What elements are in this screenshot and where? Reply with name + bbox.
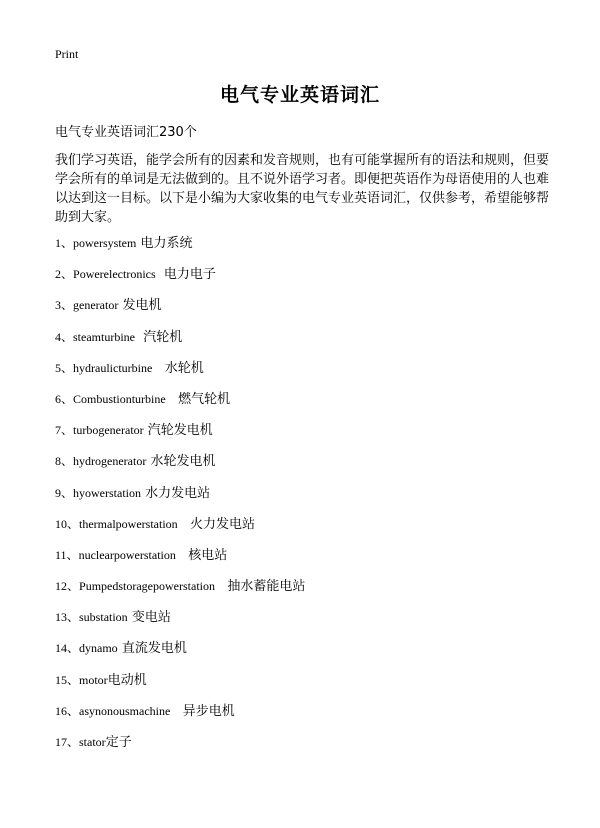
vocab-chinese: 变电站 [127, 610, 171, 626]
vocab-chinese: 直流发电机 [117, 641, 187, 657]
document-subtitle: 电气专业英语词汇230个 [55, 125, 197, 140]
vocab-english: hyowerstation [73, 485, 142, 500]
vocab-item [55, 482, 305, 513]
vocab-chinese: 电力电子 [155, 267, 216, 283]
vocab-number: 11、 [55, 547, 79, 562]
vocab-english: Combustionturbine [73, 391, 166, 406]
intro-paragraph: 我们学习英语，能学会所有的因素和发音规则，也有可能掌握所有的语法和规则，但要学会所有的单词是无法做到的。且不说外语学习者。即便把英语作为母语使用的人也难以达到这一目标。以下是小编为大家收集的电气专业英语词汇，仅供参考，希望能够帮助到大家。 [55, 153, 550, 225]
vocab-number: 7、 [55, 423, 74, 438]
vocab-chinese: 发电机 [118, 298, 162, 314]
vocab-english: turbogenerator [73, 423, 144, 438]
vocab-english: substation [79, 610, 128, 625]
vocab-number: 10、 [55, 516, 80, 531]
vocab-item [55, 731, 305, 762]
vocabulary-list [55, 232, 305, 762]
vocab-chinese: 汽轮发电机 [143, 423, 213, 439]
vocab-chinese: 电动机 [107, 672, 147, 688]
vocab-item [55, 637, 305, 668]
vocab-number: 16、 [55, 703, 80, 718]
vocab-chinese: 水轮发电机 [146, 454, 216, 470]
vocab-chinese: 异步电机 [170, 703, 235, 719]
vocab-number: 2、 [55, 267, 74, 282]
vocab-item [55, 326, 305, 357]
vocab-chinese: 水轮机 [152, 360, 204, 376]
vocab-english: stator [79, 735, 106, 749]
vocab-number: 9、 [55, 485, 74, 500]
vocab-number: 5、 [55, 360, 74, 375]
print-link[interactable]: Print [55, 47, 79, 61]
vocab-number: 17、 [55, 735, 80, 749]
vocab-item [55, 700, 305, 731]
vocab-number: 14、 [55, 641, 80, 656]
vocab-number: 12、 [55, 579, 80, 594]
vocab-number: 1、 [55, 236, 74, 250]
vocab-item [55, 513, 305, 544]
vocab-item [55, 388, 305, 419]
vocab-item [55, 669, 305, 700]
vocab-item [55, 575, 305, 606]
vocab-item [55, 450, 305, 481]
vocab-item [55, 232, 305, 263]
vocab-english: motor [79, 672, 108, 687]
vocab-number: 4、 [55, 329, 74, 344]
document-title: 电气专业英语词汇 [219, 84, 380, 106]
vocab-chinese: 电力系统 [136, 236, 193, 251]
vocab-english: asynonousmachine [79, 703, 171, 718]
vocab-number: 13、 [55, 610, 80, 625]
vocab-item [55, 419, 305, 450]
vocab-item [55, 544, 305, 575]
vocab-english: generator [73, 298, 119, 313]
vocab-chinese: 抽水蓄能电站 [215, 579, 306, 595]
vocab-english: Powerelectronics [73, 267, 156, 282]
vocab-chinese: 水力发电站 [141, 485, 211, 501]
vocab-chinese: 定子 [105, 735, 132, 750]
vocab-number: 8、 [55, 454, 74, 469]
vocab-chinese: 火力发电站 [177, 516, 256, 532]
vocab-item [55, 294, 305, 325]
vocab-english: Pumpedstoragepowerstation [79, 579, 215, 594]
vocab-number: 6、 [55, 391, 74, 406]
vocab-item [55, 606, 305, 637]
vocab-item [55, 263, 305, 294]
vocab-number: 3、 [55, 298, 74, 313]
vocab-english: dynamo [79, 641, 118, 656]
vocab-english: nuclearpowerstation [78, 547, 176, 562]
vocab-english: powersystem [73, 236, 137, 250]
vocab-english: steamturbine [73, 329, 135, 344]
vocab-english: hydraulicturbine [73, 360, 153, 375]
vocab-english: hydrogenerator [73, 454, 147, 469]
vocab-chinese: 汽轮机 [135, 329, 183, 345]
vocab-item [55, 357, 305, 388]
vocab-chinese: 核电站 [175, 547, 228, 563]
vocab-chinese: 燃气轮机 [165, 391, 231, 407]
vocab-number: 15、 [55, 672, 80, 687]
vocab-english: thermalpowerstation [79, 516, 178, 531]
